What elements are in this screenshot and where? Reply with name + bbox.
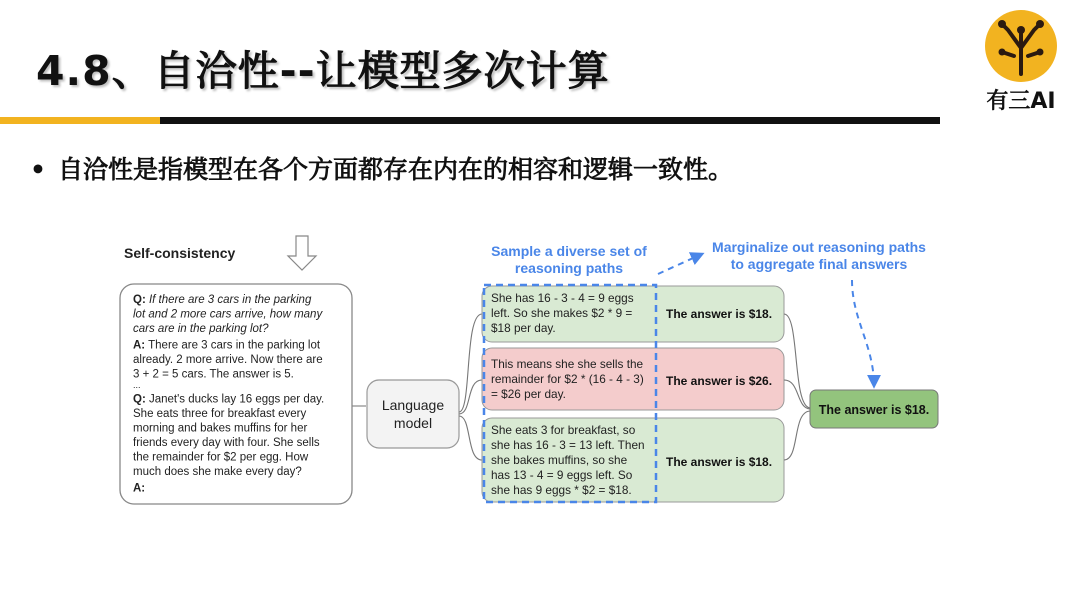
sample-caption-line2: reasoning paths [514,260,624,276]
path-3-line: she has 9 eggs * $2 = $18. [491,483,632,497]
path-1-line: left. So she makes $2 * 9 = [491,306,633,320]
connector-model-path3 [459,416,482,460]
prompt-q1-line: Q: If there are 3 cars in the parking [133,294,312,306]
connector-model-path1 [459,314,482,412]
prompt-ellipsis: ... [133,380,141,390]
path-1-line: She has 16 - 3 - 4 = 9 eggs [491,291,634,305]
path-2-line: This means she she sells the [491,357,644,371]
path-3-answer: The answer is $18. [666,455,773,469]
bullet-dot: • [30,155,46,184]
page-title: 4.8、自洽性--让模型多次计算 [36,47,610,95]
prompt-a1-line: 3 + 2 = 5 cars. The answer is 5. [133,368,294,381]
path-2-line: remainder for $2 * (16 - 4 - 3) [491,372,644,386]
sample-caption-line1: Sample a diverse set of [491,243,647,259]
model-label-line2: model [393,415,433,431]
path-3-line: she bakes muffins, so she [491,453,628,467]
path-2-answer: The answer is $26. [666,374,773,388]
prompt-a1-line: already. 2 more arrive. Now there are [133,354,323,366]
connector-path1-final [784,314,810,408]
path-1-line: $18 per day. [491,321,556,335]
prompt-q1-line: cars are in the parking lot? [133,323,269,335]
marginalize-caption-line2: to aggregate final answers [730,256,908,272]
final-answer-text: The answer is $18. [818,403,930,417]
marginalize-caption-line1: Marginalize out reasoning paths [712,239,926,255]
diagram-label: Self-consistency [124,245,236,261]
connector-path2-final [784,380,810,409]
prompt-q2-line: Q: Janet's ducks lay 16 eggs per day. [133,393,325,406]
prompt-q2-line: friends every day with four. She sells [133,437,320,449]
model-label-line1: Language [381,397,445,413]
marginalize-to-final-arrow [852,280,874,386]
prompt-q2-line: the remainder for $2 per egg. How [133,451,309,464]
connector-path3-final [784,411,810,460]
bullet-text: 自洽性是指模型在各个方面都存在内在的相容和逻辑一致性。 [58,155,734,184]
prompt-q2-line: morning and bakes muffins for her [133,422,308,435]
path-3-line: has 13 - 4 = 9 eggs left. So [491,468,633,482]
prompt-q2-line: much does she make every day? [133,466,302,478]
down-arrow-icon [288,236,316,270]
prompt-q2-line: She eats three for breakfast every [133,408,307,420]
language-model-box [367,380,459,448]
path-2-line: = $26 per day. [491,387,566,401]
prompt-a2-tag: A: [133,482,146,495]
prompt-a1-line: A: There are 3 cars in the parking lot [133,339,321,352]
path-3-line: She eats 3 for breakfast, so [491,423,636,437]
path-1-answer: The answer is $18. [666,307,773,321]
logo-text: 有三AI [986,89,1056,114]
prompt-q1-line: lot and 2 more cars arrive, how many [133,308,323,321]
path-3-line: she has 16 - 3 = 13 left. Then [491,438,645,452]
sample-to-marginalize-arrow [658,254,702,274]
